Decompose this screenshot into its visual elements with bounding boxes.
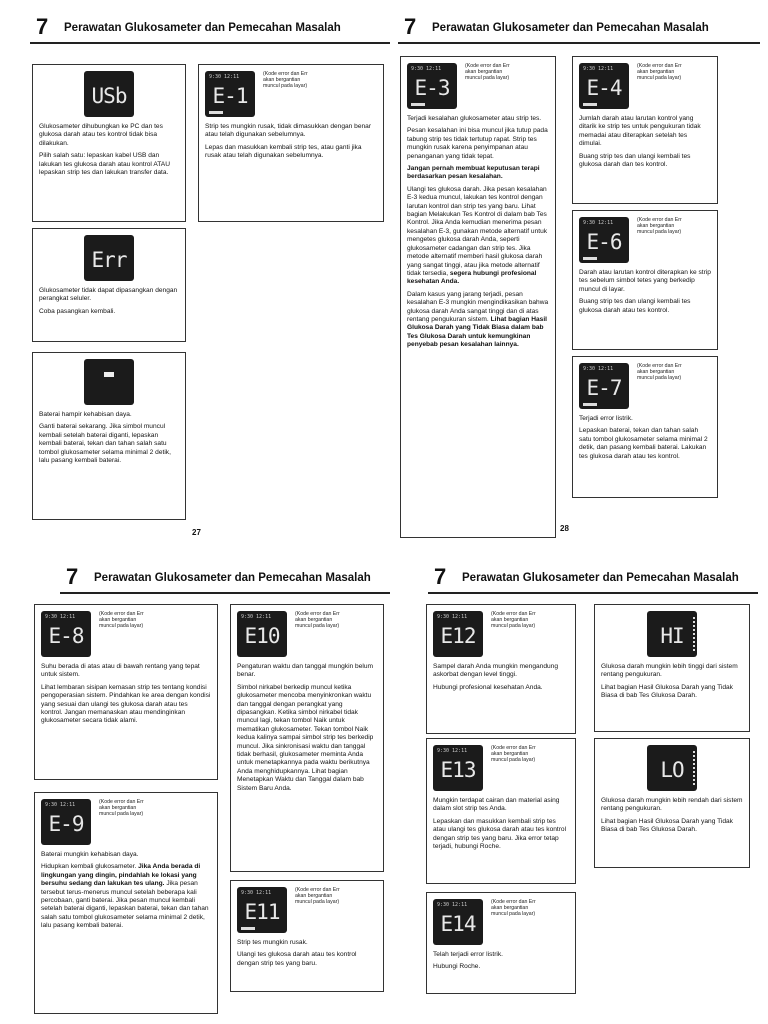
lcd-display — [579, 217, 629, 263]
card-instruction: Hubungi Roche. — [433, 963, 481, 971]
time-readout: 9:30 12:11 — [209, 74, 240, 80]
card-instruction: Ulangi tes glukosa darah atau tes kontrol dengan strip tes yang baru. — [237, 951, 357, 967]
error-note: (Kode error dan Err akan bergantian muncul pada layar) — [491, 899, 536, 918]
error-card-usb — [32, 64, 186, 222]
error-card-e4 — [572, 56, 718, 204]
instruction-text-2: Jika pesan tersebut terus-menerus muncul setelah beberapa kali percobaan, ganti baterai. Jika pesan muncul kembali setelah baterai diganti, lepaskan baterai, tekan dan tahan salah satu tombol glukosameter selama minimal 2 detik, lalu pasang kembali baterai. — [41, 880, 209, 930]
card-description: Glukosa darah mungkin lebih rendah dari sistem rentang pengukuran. — [601, 797, 743, 813]
error-card-e3 — [400, 56, 556, 538]
card-instruction: Pilih salah satu: lepaskan kabel USB dan lakukan tes glukosa darah atau kontrol ATAU lepaskan strip tes dan lakukan transfer data. — [39, 152, 170, 177]
error-note: (Kode error dan Err akan bergantian muncul pada layar) — [99, 611, 144, 630]
lcd-display — [407, 63, 457, 109]
error-note: (Kode error dan Err akan bergantian muncul pada layar) — [263, 71, 308, 90]
display-code: E-3 — [414, 76, 450, 100]
time-readout: 9:30 12:11 — [437, 614, 468, 620]
card-description: Telah terjadi error listrik. — [433, 951, 503, 958]
page-30-quadrant — [428, 562, 758, 1024]
lcd-display — [647, 745, 697, 791]
lcd-display — [647, 611, 697, 657]
test-strip-icon — [411, 103, 425, 106]
error-card-battery — [32, 352, 186, 520]
card-instruction: Hubungi profesional kesehatan Anda. — [433, 683, 543, 691]
chapter-number: 7 — [66, 564, 79, 589]
display-code: HI — [660, 624, 684, 648]
error-note: (Kode error dan Err akan bergantian muncul pada layar) — [295, 611, 340, 630]
lcd-display — [205, 71, 255, 117]
section-header — [428, 562, 758, 594]
time-readout: 9:30 12:11 — [241, 614, 272, 620]
card-instruction: Buang strip tes dan ulangi kembali tes glukosa darah atau tes kontrol. — [579, 298, 691, 314]
card-description: Strip tes mungkin rusak, tidak dimasukkan dengan benar atau telah digunakan sebelumnya. — [205, 123, 372, 139]
chapter-number: 7 — [434, 564, 447, 589]
display-code: E12 — [440, 624, 476, 648]
display-code: E-6 — [586, 230, 622, 254]
card-instruction: Coba pasangkan kembali. — [39, 307, 116, 315]
page-number: 27 — [192, 528, 201, 537]
lcd-display — [41, 799, 91, 845]
test-strip-icon — [583, 103, 597, 106]
error-card-e11 — [230, 880, 384, 992]
error-card-e7 — [572, 356, 718, 498]
error-note: (Kode error dan Err akan bergantian muncul pada layar) — [491, 611, 536, 630]
card-description: Glukosameter tidak dapat dipasangkan dengan perangkat seluler. — [39, 287, 178, 303]
card-instruction — [41, 863, 211, 930]
page-29-quadrant — [41, 562, 390, 1024]
card-instruction: Buang strip tes dan ulangi kembali tes glukosa darah dan tes kontrol. — [579, 152, 691, 169]
error-note: (Kode error dan Err akan bergantian muncul pada layar) — [99, 799, 144, 818]
page-28-quadrant — [398, 12, 760, 552]
card-description: Terjadi kesalahan glukosameter atau strip tes. — [407, 115, 542, 122]
battery-icon — [104, 372, 114, 377]
card-description: Baterai hampir kehabisan daya. — [39, 411, 132, 418]
instruction-text: Hidupkan kembali glukosameter. — [41, 863, 137, 871]
card-description: Glukosa darah mungkin lebih tinggi dari sistem rentang pengukuran. — [601, 663, 738, 679]
time-readout: 9:30 12:11 — [583, 366, 614, 372]
instruction-bold: segera hubungi profesional kesehatan Anda. — [407, 269, 537, 286]
display-code: E-1 — [212, 84, 248, 108]
error-note: (Kode error dan Err akan bergantian muncul pada layar) — [295, 887, 340, 906]
test-strip-icon — [241, 927, 255, 930]
page-27-quadrant — [30, 12, 390, 552]
chapter-number: 7 — [36, 14, 49, 39]
range-dots-icon — [693, 617, 695, 651]
result-card-hi — [594, 604, 750, 732]
lcd-display — [237, 887, 287, 933]
lcd-display — [84, 359, 134, 405]
card-rare-case — [407, 291, 549, 350]
card-description: Mungkin terdapat cairan dan material asing dalam slot strip tes Anda. — [433, 797, 560, 813]
card-instruction: Ganti baterai sekarang. Jika simbol muncul kembali setelah baterai diganti, lepaskan kembali baterai, tekan dan tahan salah satu tombol glukosameter selama minimal 2 detik, lalu pasang kembali baterai. — [39, 423, 171, 465]
card-description: Suhu berada di atas atau di bawah rentang yang tepat untuk sistem. — [41, 663, 200, 679]
time-readout: 9:30 12:11 — [45, 614, 76, 620]
lcd-display — [579, 63, 629, 109]
time-readout: 9:30 12:11 — [45, 802, 76, 808]
display-code: USb — [91, 84, 127, 108]
error-card-e9 — [34, 792, 218, 1014]
chapter-number: 7 — [404, 14, 417, 39]
test-strip-icon — [209, 111, 223, 114]
card-instruction: Lihat lembaran sisipan kemasan strip tes tentang kondisi pengoperasian sistem. Pindahkan ke area dengan kondisi yang sesuai dan ulangi tes glukosa darah atau tes kontrol. Jangan memanaskan atau mendinginkan glukosameter secara tidak alami. — [41, 683, 211, 725]
error-note: (Kode error dan Err akan bergantian muncul pada layar) — [491, 745, 536, 764]
card-instruction — [407, 186, 549, 287]
section-title: Perawatan Glukosameter dan Pemecahan Masalah — [64, 22, 341, 34]
result-card-lo — [594, 738, 750, 868]
instruction-bold: Jika Anda berada di lingkungan yang dingin, pindahlah ke lokasi yang bersuhu sedang dan lakukan tes ulang. — [41, 863, 201, 888]
error-card-e1 — [198, 64, 384, 222]
lcd-display — [433, 745, 483, 791]
rare-case-text: Dalam kasus yang jarang terjadi, pesan kesalahan E-3 mungkin mengindikasikan bahwa glukosa darah Anda sangat tinggi dan di atas rentang pengukuran sistem. — [407, 290, 549, 323]
error-note: (Kode error dan Err akan bergantian muncul pada layar) — [637, 363, 682, 382]
lcd-display — [41, 611, 91, 657]
section-title: Perawatan Glukosameter dan Pemecahan Masalah — [432, 22, 709, 34]
lcd-display — [84, 71, 134, 117]
section-header — [30, 12, 390, 44]
time-readout: 9:30 12:11 — [411, 66, 442, 72]
error-note: (Kode error dan Err akan bergantian muncul pada layar) — [465, 63, 510, 82]
error-note: (Kode error dan Err akan bergantian muncul pada layar) — [637, 63, 682, 82]
lcd-display — [84, 235, 134, 281]
lcd-display — [433, 611, 483, 657]
section-header — [398, 12, 760, 44]
time-readout: 9:30 12:11 — [583, 220, 614, 226]
warning-text: Jangan pernah membuat keputusan terapi berdasarkan pesan kesalahan. — [407, 165, 540, 181]
page-number: 28 — [560, 524, 569, 533]
error-card-e14 — [426, 892, 576, 994]
error-card-e10 — [230, 604, 384, 872]
card-warning — [407, 165, 549, 182]
card-description: Jumlah darah atau larutan kontrol yang ditarik ke strip tes untuk pengukuran tidak memadai atau diterapkan setelah tes dimulai. — [579, 115, 701, 148]
rare-case-bold: Lihat bagian Hasil Glukosa Darah yang Tidak Biasa dalam bab Tes Glukosa Darah untuk kemungkinan penyebab pesan kesalahan lainnya. — [407, 315, 548, 349]
section-title: Perawatan Glukosameter dan Pemecahan Masalah — [462, 572, 739, 584]
card-description: Pengaturan waktu dan tanggal mungkin belum benar. — [237, 663, 373, 679]
range-dots-icon — [693, 751, 695, 785]
card-instruction: Lihat bagian Hasil Glukosa Darah yang Tidak Biasa di bab Tes Glukosa Darah. — [601, 683, 733, 700]
time-readout: 9:30 12:11 — [437, 748, 468, 754]
display-code: E-7 — [586, 376, 622, 400]
section-header — [60, 562, 390, 594]
display-code: E14 — [440, 912, 476, 936]
time-readout: 9:30 12:11 — [583, 66, 614, 72]
instruction-text: Ulangi tes glukosa darah. Jika pesan kesalahan E-3 kedua muncul, lakukan tes kontrol dengan larutan kontrol dan strip tes yang baru. Lihat bagian Melakukan Tes Kontrol di dalam bab Tes Kontrol. Jika Anda kemudian menerima pesan kesalahan E-3, gunakan metode alternatif untuk mengetes glukosa darah Anda, seperti glukosameter cadangan dan strip tes. Jika metode alternatif memberi hasil glukosa darah yang sangat tinggi, atau jika metode alternatif tidak tersedia, — [407, 185, 548, 277]
display-code: E10 — [244, 624, 280, 648]
time-readout: 9:30 12:11 — [437, 902, 468, 908]
display-code: E-4 — [586, 76, 622, 100]
test-strip-icon — [583, 257, 597, 260]
time-readout: 9:30 12:11 — [241, 890, 272, 896]
lcd-display — [433, 899, 483, 945]
display-code: E13 — [440, 758, 476, 782]
card-description: Strip tes mungkin rusak. — [237, 939, 308, 946]
lcd-display — [579, 363, 629, 409]
card-description: Darah atau larutan kontrol diterapkan ke strip tes sebelum simbol tetes yang berkedip muncul di layar. — [579, 269, 711, 293]
error-card-e12 — [426, 604, 576, 734]
card-instruction: Lepaskan baterai, tekan dan tahan salah satu tombol glukosameter selama minimal 2 detik, dan pasang kembali baterai. Lakukan tes glukosa darah atau tes kontrol. — [579, 427, 708, 460]
card-description: Terjadi error listrik. — [579, 415, 633, 422]
error-note: (Kode error dan Err akan bergantian muncul pada layar) — [637, 217, 682, 236]
error-card-e8 — [34, 604, 218, 780]
card-description: Glukosameter dihubungkan ke PC dan tes glukosa darah atau tes kontrol tidak bisa dilakukan. — [39, 123, 163, 147]
display-code: LO — [660, 758, 684, 782]
section-title: Perawatan Glukosameter dan Pemecahan Masalah — [94, 572, 371, 584]
lcd-display — [237, 611, 287, 657]
display-code: E-9 — [48, 812, 84, 836]
display-code: E-8 — [48, 624, 84, 648]
error-card-e13 — [426, 738, 576, 884]
error-card-e6 — [572, 210, 718, 350]
card-description: Baterai mungkin kehabisan daya. — [41, 851, 139, 858]
test-strip-icon — [583, 403, 597, 406]
error-card-err — [32, 228, 186, 342]
card-description: Sampel darah Anda mungkin mengandung askorbat dengan level tinggi. — [433, 663, 559, 679]
card-instruction: Simbol nirkabel berkedip muncul ketika glukosameter mencoba menyinkronkan waktu dan tanggal dengan perangkat yang dipasangkan. Ketika simbol nirkabel tidak muncul lagi, tekan tombol Naik untuk mematikan glukosameter. Tekan tombol Naik kedua kalinya sampai simbol strip tes berkedip muncul. Jika sinkronisasi waktu dan tanggal tidak berhasil, glukosameter meminta Anda untuk menetapkannya pada waktu berikutnya Anda menghidupkannya. Lihat bagian Menetapkan Waktu dan Tanggal dalam bab Sistem Baru Anda. — [237, 683, 374, 792]
display-code: Err — [91, 248, 127, 272]
card-instruction: Lepaskan dan masukkan kembali strip tes atau ulangi tes glukosa darah atau tes kontrol dengan strip tes yang baru. Jika error tetap terjadi, hubungi Roche. — [433, 817, 567, 851]
card-instruction: Lepas dan masukkan kembali strip tes, atau ganti jika rusak atau telah digunakan sebelumnya. — [205, 143, 362, 160]
card-instruction: Lihat bagian Hasil Glukosa Darah yang Tidak Biasa di bab Tes Glukosa Darah. — [601, 817, 733, 834]
display-code: E11 — [244, 900, 280, 924]
card-detail: Pesan kesalahan ini bisa muncul jika tutup pada tabung strip tes tidak tertutup rapat. Strip tes mungkin rusak karena penyimpanan atau penanganan yang tidak tepat. — [407, 127, 548, 160]
